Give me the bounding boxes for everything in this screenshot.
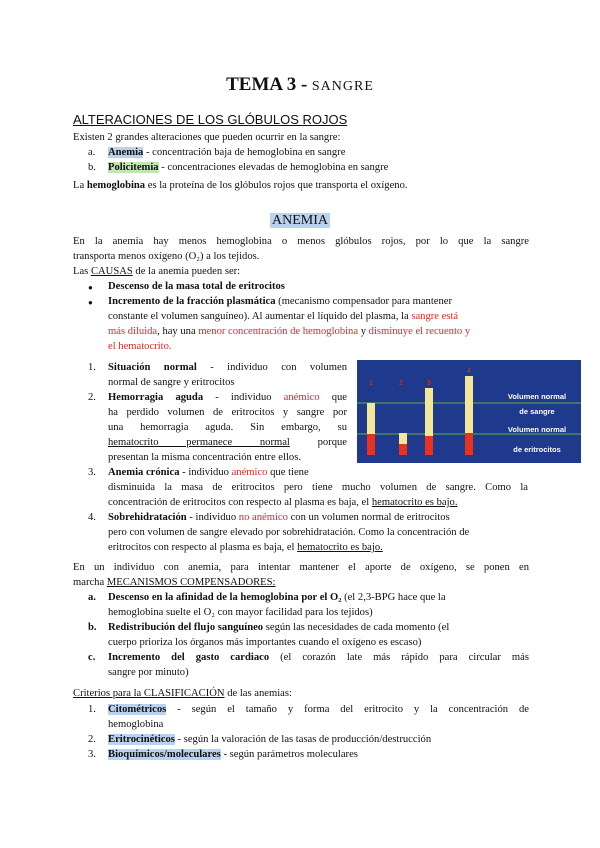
classification-item-1: 1. Citométricos - según el tamaño y forma del eritrocito y la concentración de [88,704,529,715]
cause-2-line2: constante el volumen sanguíneo). Al aumentar el líquido del plasma, la sangre está [108,311,459,322]
legend-cells-line1: Volumen normal [507,425,567,434]
classification-heading: Criterios para la CLASIFICACIÓN de las anemias: [73,688,292,699]
mechanism-c: c. Incremento del gasto cardiaco (el corazón late más rápido para circular más [88,652,529,663]
cause-1: ● Descenso de la masa total de eritrocitos [108,279,285,294]
tube-label-4: 4 [467,368,471,375]
page-title: TEMA 3 - SANGRE [226,74,374,95]
anemia-paragraph-line1: En la anemia hay menos hemoglobina o menos glóbulos rojos, por lo que la sangre [73,236,529,247]
cause-2-line3: más diluida, hay una menor concentración de hemoglobina y disminuye el recuento y [108,326,471,337]
situation-2-line4: hematocrito permanece normal porque [108,437,347,448]
list-item-anemia: a. Anemia - concentración baja de hemoglobina en sangre [88,147,346,158]
tube-label-2: 2 [399,380,403,387]
tube-4-cells [465,433,473,455]
legend-blood-line2: de sangre [519,407,555,416]
legend-cells-line2: de eritrocitos [513,445,561,454]
situation-4-line2: pero con volumen de sangre elevado por sobrehidratación. Como la concentración de [108,527,470,538]
situation-2-line5: presentan la misma concentración entre ellos. [108,452,301,463]
mechanisms-intro-line1: En un individuo con anemia, para intentar mantener el aporte de oxígeno, se ponen en [73,562,529,573]
tube-4-plasma [465,376,473,433]
mechanism-b-line2: cuerpo prioriza los órganos más importantes cuando el oxígeno es escaso) [108,637,422,648]
hematocrit-diagram [357,360,581,463]
classification-item-2: 2. Eritrocinéticos - según la valoración de las tasas de producción/destrucción [88,734,432,745]
mechanisms-intro-line2: marcha MECANISMOS COMPENSADORES: [73,577,276,588]
situation-2-line2: ha perdido volumen de eritrocitos y sangre por [108,407,347,418]
situation-1: 1. Situación normal - individuo con volumen [88,362,347,373]
classification-item-3: 3. Bioquímicos/moleculares - según parámetros moleculares [88,749,358,760]
tube-3-cells [425,436,433,455]
legend-blood-line1: Volumen normal [507,392,567,401]
situation-2: 2. Hemorragia aguda - individuo anémico que [88,392,347,403]
cause-2-line4: el hematocrito. [108,341,172,352]
anemia-paragraph-line2: transporta menos oxígeno (O₂) a los tejidos. [73,251,260,262]
tube-label-1: 1 [369,380,373,387]
tube-3-plasma [425,388,433,436]
cause-2: ● Incremento de la fracción plasmática (mecanismo compensador para mantener [108,294,452,309]
situation-3-line2: disminuida la masa de eritrocitos pero tiene mucho volumen de sangre. Como la [108,482,528,493]
situation-4-line3: eritrocitos con respecto al plasma es baja, el hematocrito es bajo. [108,542,383,553]
situation-3: 3. Anemia crónica - individuo anémico que tiene [88,467,309,478]
list-item-policitemia: b. Policitemia - concentraciones elevadas de hemoglobina en sangre [88,162,389,173]
mechanism-a-line2: hemoglobina suelte el O₂ con mayor facilidad para los tejidos) [108,607,373,618]
mechanism-b: b. Redistribución del flujo sanguíneo según las necesidades de cada momento (el [88,622,450,633]
situation-2-line3: una hemorragia aguda. Sin embargo, su [108,422,347,433]
section1-intro: Existen 2 grandes alteraciones que pueden ocurrir en la sangre: [73,132,341,143]
mechanism-a: a. Descenso en la afinidad de la hemoglobina por el O₂ (el 2,3-BPG hace que la [88,592,446,603]
causes-intro: Las CAUSAS de la anemia pueden ser: [73,266,241,277]
hematocrit-figure [357,360,581,463]
situation-1-line2: normal de sangre y eritrocitos [108,377,235,388]
tube-label-3: 3 [427,380,431,387]
tube-1-cells [367,434,375,455]
classification-item-1-line2: hemoglobina [108,719,164,730]
situation-3-line3: concentración de eritrocitos con respecto al plasma es baja, el hematocrito es bajo. [108,497,458,508]
situation-4: 4. Sobrehidratación - individuo no anémico con un volumen normal de eritrocitos [88,512,450,523]
mechanism-c-line2: sangre por minuto) [108,667,189,678]
tube-2-plasma [399,433,407,444]
tube-2-cells [399,444,407,455]
section-heading-anemia: ANEMIA [272,213,328,228]
section-heading-alteraciones: ALTERACIONES DE LOS GLÓBULOS ROJOS [73,112,348,127]
tube-1-plasma [367,403,375,434]
hemoglobina-note: La hemoglobina es la proteína de los glóbulos rojos que transporta el oxígeno. [73,180,408,191]
